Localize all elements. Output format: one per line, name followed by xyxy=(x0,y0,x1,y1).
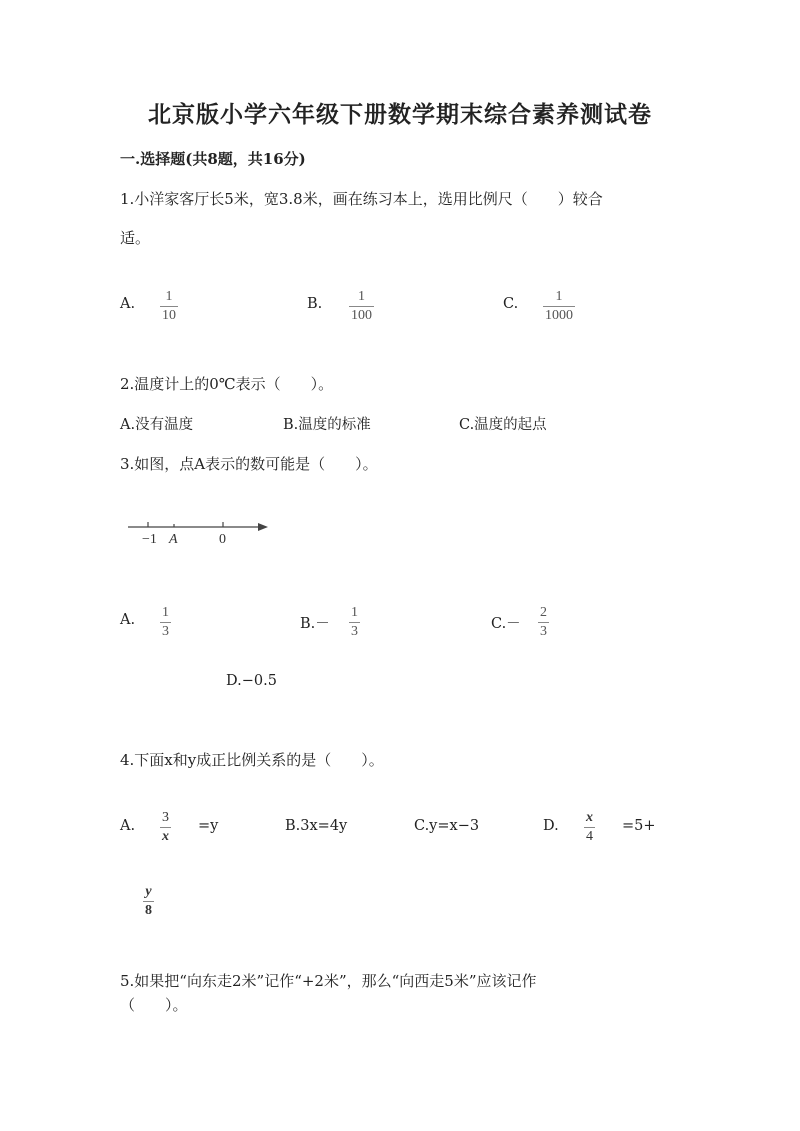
fraction-numerator: 1 xyxy=(165,289,173,304)
q1-option-a-label: A. xyxy=(120,296,136,312)
q4-option-d-tail: =5+ xyxy=(622,818,656,834)
fraction-numerator: 1 xyxy=(162,605,169,620)
question-2-text: 2.温度计上的0℃表示（ ）。 xyxy=(120,375,334,393)
q4-option-d-label: D. xyxy=(543,818,559,834)
fraction-denominator: 10 xyxy=(162,308,176,323)
q3-option-c-label: C.－ xyxy=(491,616,521,632)
q2-option-c: C.温度的起点 xyxy=(459,417,547,433)
q3-option-b-fraction xyxy=(349,606,360,639)
fraction-numerator: y xyxy=(145,884,152,899)
q3-option-c-fraction xyxy=(538,606,549,639)
q1-option-b-fraction xyxy=(349,290,374,323)
section-heading: 一.选择题(共8题，共16分) xyxy=(120,150,306,168)
q2-option-a: A.没有温度 xyxy=(120,417,194,433)
q1-option-b-label: B. xyxy=(307,296,323,312)
fraction-numerator: 2 xyxy=(540,605,547,620)
q1-option-c-fraction xyxy=(543,290,575,323)
fraction-numerator: 1 xyxy=(358,289,365,304)
fraction-numerator: 1 xyxy=(555,289,563,304)
q4-option-c: C.y=x−3 xyxy=(414,818,480,834)
label-zero: 0 xyxy=(219,532,226,547)
q4-option-a-fraction xyxy=(160,811,171,844)
q2-option-b: B.温度的标准 xyxy=(283,417,371,433)
question-5-text-cont: （ ）。 xyxy=(120,996,188,1014)
q3-option-a-label: A. xyxy=(120,612,136,628)
q4-option-a-label: A. xyxy=(120,818,136,834)
fraction-denominator: 8 xyxy=(145,903,152,918)
arrow-right-icon xyxy=(258,523,268,531)
q4-option-b: B.3x=4y xyxy=(285,818,348,834)
question-1-text: 1.小洋家客厅长5米，宽3.8米，画在练习本上，选用比例尺（ ）较合 xyxy=(120,190,603,208)
number-line-figure xyxy=(128,515,273,547)
q4-option-a-tail: =y xyxy=(198,818,219,834)
fraction-numerator: 3 xyxy=(162,810,169,825)
label-a: A xyxy=(169,532,178,547)
fraction-denominator: 100 xyxy=(351,308,372,323)
question-4-text: 4.下面x和y成正比例关系的是（ ）。 xyxy=(120,751,384,769)
fraction-denominator: 3 xyxy=(351,624,358,639)
q1-option-c-label: C. xyxy=(503,296,519,312)
fraction-denominator: 3 xyxy=(540,624,547,639)
label-neg1: −1 xyxy=(142,532,157,547)
question-3-text: 3.如图，点A表示的数可能是（ ）。 xyxy=(120,455,378,473)
question-5-text: 5.如果把“向东走2米”记作“+2米”，那么“向西走5米”应该记作 xyxy=(120,972,537,990)
fraction-denominator: 1000 xyxy=(545,308,573,323)
q4-option-d-fraction-1 xyxy=(584,811,595,844)
fraction-numerator: 1 xyxy=(351,605,358,620)
fraction-numerator: x xyxy=(586,810,593,825)
q3-option-a-fraction xyxy=(160,606,171,639)
page-title: 北京版小学六年级下册数学期末综合素养测试卷 xyxy=(148,101,652,128)
fraction-denominator: x xyxy=(162,829,169,844)
fraction-denominator: 4 xyxy=(586,829,593,844)
question-1-text-cont: 适。 xyxy=(120,229,151,247)
q3-option-d: D.−0.5 xyxy=(226,673,277,689)
fraction-denominator: 3 xyxy=(162,624,169,639)
q4-option-d-fraction-2 xyxy=(143,885,154,918)
q3-option-b-label: B.－ xyxy=(300,616,330,632)
q1-option-a-fraction xyxy=(160,290,178,323)
